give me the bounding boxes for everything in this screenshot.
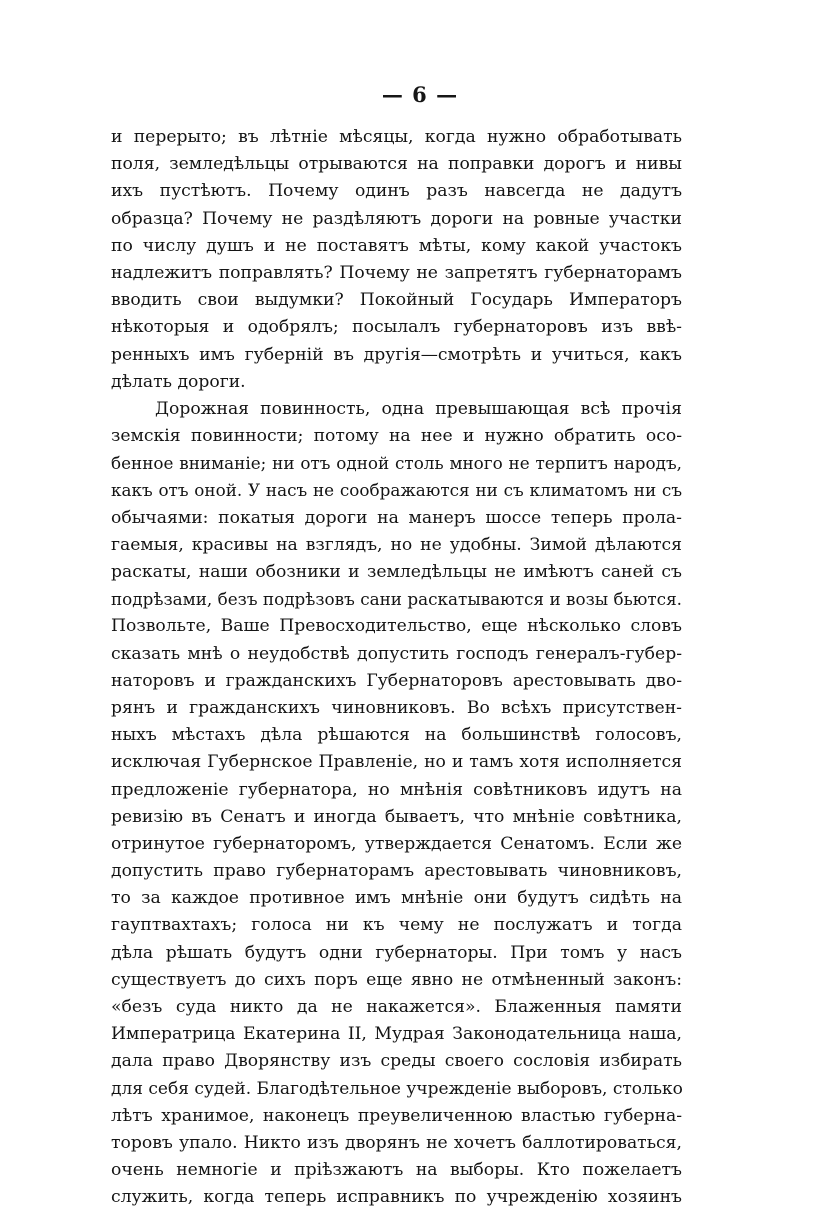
text-line: дѣлать дороги.: [111, 371, 246, 392]
text-line: земскія повинности; потому на нее и нужно обратить осо-: [111, 426, 682, 447]
text-line: нѣкоторыя и одобрялъ; посылалъ губернаторовъ изъ ввѣ-: [111, 317, 682, 338]
text-line: очень немногіе и пріѣзжаютъ на выборы. Кто пожелаетъ: [111, 1160, 682, 1181]
text-line: ныхъ мѣстахъ дѣла рѣшаются на большинствѣ голосовъ,: [111, 725, 682, 746]
text-line: сказать мнѣ о неудобствѣ допустить господъ генералъ-губер-: [111, 643, 682, 664]
text-line: «безъ суда никто да не накажется». Блаженныя памяти: [111, 997, 682, 1017]
text-line: и перерыто; въ лѣтніе мѣсяцы, когда нужно обработывать: [111, 127, 682, 147]
text-line: дѣла рѣшать будутъ одни губернаторы. При томъ у насъ: [111, 942, 682, 963]
text-line: надлежитъ поправлять? Почему не запретятъ губернаторамъ: [111, 262, 682, 283]
text-line: дала право Дворянству изъ среды своего сословія избирать: [111, 1051, 682, 1072]
text-line: гаемыя, красивы на взглядъ, но не удобны. Зимой дѣлаются: [111, 534, 682, 555]
text-line: существуетъ до сихъ поръ еще явно не отмѣненный законъ:: [111, 969, 682, 990]
text-line: предложеніе губернатора, но мнѣнія совѣтниковъ идутъ на: [111, 779, 682, 800]
text-line: по числу душъ и не поставятъ мѣты, кому какой участокъ: [111, 235, 682, 256]
text-line: обычаями: покатыя дороги на манеръ шоссе теперь прола-: [111, 507, 682, 528]
text-line: раскаты, наши обозники и земледѣльцы не имѣютъ саней съ: [111, 562, 682, 582]
text-line: поля, земледѣльцы отрываются на поправки дорогъ и нивы: [111, 154, 682, 175]
text-line: для себя судей. Благодѣтельное учрежденіе выборовъ, столько: [111, 1078, 683, 1099]
text-line: подрѣзами, безъ подрѣзовъ сани раскатываются и возы бьются.: [111, 589, 682, 610]
text-line: отринутое губернаторомъ, утверждается Сенатомъ. Если же: [111, 833, 682, 854]
text-line: Дорожная повинность, одна превышающая всѣ прочія: [155, 398, 682, 419]
text-line: ихъ пустѣютъ. Почему одинъ разъ навсегда не дадутъ: [111, 181, 682, 202]
body-text: [111, 124, 682, 1212]
text-line: Императрица Екатерина II, Мудрая Законодательница наша,: [111, 1024, 682, 1045]
text-line: ренныхъ имъ губерній въ другія—смотрѣть и учиться, какъ: [111, 344, 682, 365]
page-number: — 6 —: [381, 82, 459, 107]
text-line: Позвольте, Ваше Превосходительство, еще нѣсколько словъ: [111, 616, 682, 637]
text-line: то за каждое противное имъ мнѣніе они будутъ сидѣть на: [111, 888, 682, 909]
text-line: торовъ упало. Никто изъ дворянъ не хочетъ баллотироваться,: [111, 1132, 682, 1153]
text-line: допустить право губернаторамъ арестовывать чиновниковъ,: [111, 861, 682, 882]
text-line: гауптвахтахъ; голоса ни къ чему не послужатъ и тогда: [111, 915, 682, 936]
text-line: вводить свои выдумки? Покойный Государь Императоръ: [111, 290, 682, 311]
text-line: бенное вниманіе; ни отъ одной столь много не терпитъ народъ,: [111, 453, 682, 474]
text-line: рянъ и гражданскихъ чиновниковъ. Во всѣхъ присутствен-: [111, 697, 682, 718]
text-line: образца? Почему не раздѣляютъ дороги на ровные участки: [111, 208, 682, 229]
text-line: лѣтъ хранимое, наконецъ преувеличенною властью губерна-: [111, 1105, 682, 1126]
text-line: наторовъ и гражданскихъ Губернаторовъ арестовывать дво-: [111, 670, 682, 691]
text-line: служить, когда теперь исправникъ по учрежденію хозяинъ: [111, 1187, 682, 1208]
text-line: исключая Губернское Правленіе, но и тамъ хотя исполняется: [111, 752, 682, 773]
text-line: какъ отъ оной. У насъ не соображаются ни съ климатомъ ни съ: [111, 480, 682, 501]
text-line: ревизію въ Сенатъ и иногда бываетъ, что мнѣніе совѣтника,: [111, 806, 682, 827]
